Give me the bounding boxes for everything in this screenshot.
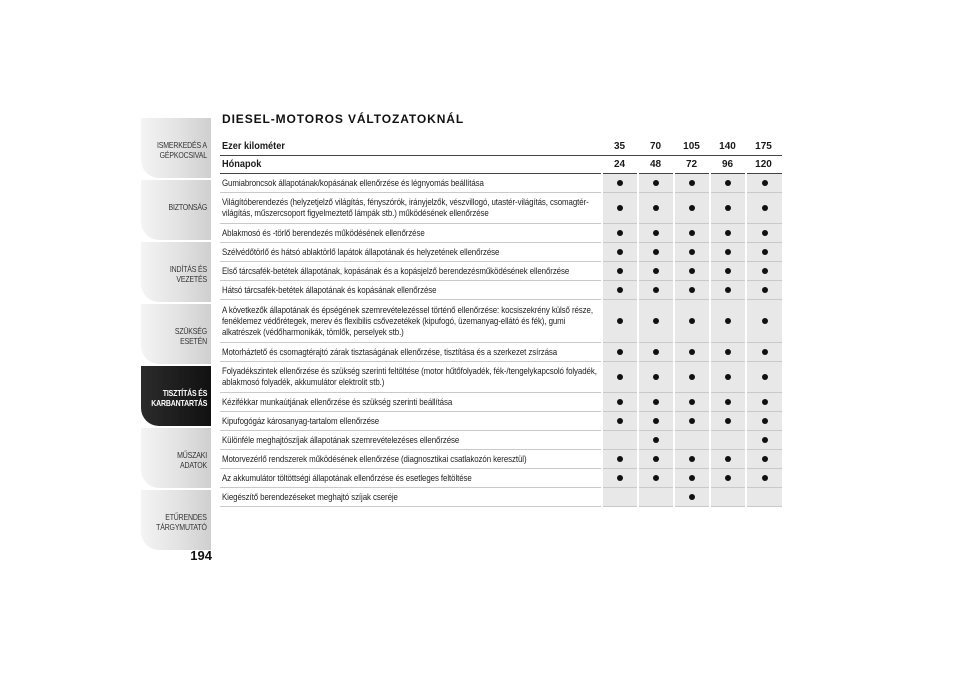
interval-cell (710, 281, 746, 300)
interval-cell (602, 393, 638, 412)
check-dot-icon (725, 268, 731, 274)
interval-cell (602, 174, 638, 193)
months-value: 96 (710, 156, 746, 174)
check-dot-icon (617, 374, 623, 380)
km-value: 105 (674, 138, 710, 156)
check-dot-icon (725, 180, 731, 186)
interval-cell (710, 469, 746, 488)
task-description: A következők állapotának és épségének szemrevételezéssel történő ellenőrzése: kocsiszekrény külső része, fenéklemez védőrétegek, merev és flexibilis csővezetékek (kipufogó, üzemanyag-ellátó és fék), gumi alkatrészek (védőharmonikák, tömlők, perselyek stb.) (220, 300, 602, 343)
interval-cell (746, 262, 782, 281)
km-value: 175 (746, 138, 782, 156)
check-dot-icon (689, 318, 695, 324)
interval-cell (638, 431, 674, 450)
interval-cell (638, 281, 674, 300)
task-description: Különféle meghajtószíjak állapotának szemrevételezéses ellenőrzése (220, 431, 602, 450)
tab-label: TISZTÍTÁS ÉS KARBANTARTÁS (151, 388, 207, 408)
table-row (220, 174, 782, 193)
task-description: Kipufogógáz károsanyag-tartalom ellenőrzése (220, 412, 602, 431)
check-dot-icon (689, 205, 695, 211)
check-dot-icon (653, 230, 659, 236)
interval-cell (602, 300, 638, 343)
interval-cell (746, 431, 782, 450)
check-dot-icon (689, 230, 695, 236)
check-dot-icon (653, 437, 659, 443)
interval-cell (710, 450, 746, 469)
check-dot-icon (725, 249, 731, 255)
check-dot-icon (762, 456, 768, 462)
check-dot-icon (689, 475, 695, 481)
interval-cell (638, 262, 674, 281)
interval-cell (746, 343, 782, 362)
page-number: 194 (190, 548, 212, 563)
check-dot-icon (762, 399, 768, 405)
task-description: Ablakmosó és -törlő berendezés működésének ellenőrzése (220, 224, 602, 243)
interval-cell (638, 488, 674, 507)
check-dot-icon (617, 418, 623, 424)
interval-cell (710, 412, 746, 431)
check-dot-icon (762, 230, 768, 236)
interval-cell (638, 174, 674, 193)
check-dot-icon (725, 475, 731, 481)
tab-muszaki[interactable] (141, 428, 211, 488)
interval-cell (674, 393, 710, 412)
interval-cell (602, 450, 638, 469)
task-description: Kiegészítő berendezéseket meghajtó szíjak cseréje (220, 488, 602, 507)
tab-label: ISMERKEDÉS A GÉPKOCSIVAL (157, 140, 207, 160)
interval-cell (638, 243, 674, 262)
table-row (220, 450, 782, 469)
interval-cell (746, 224, 782, 243)
km-value: 35 (602, 138, 638, 156)
interval-cell (710, 362, 746, 393)
table-row (220, 243, 782, 262)
tab-targymutato[interactable] (141, 490, 211, 550)
check-dot-icon (762, 374, 768, 380)
task-description: Motorháztető és csomagtérajtó zárak tisztaságának ellenőrzése, tisztítása és a szerkezet zsírzása (220, 343, 602, 362)
task-description: Folyadékszintek ellenőrzése és szükség szerinti feltöltése (motor hűtőfolyadék, fék-/tengelykapcsoló folyadék, ablakmosó folyadék, akkumulátor elektrolit stb.) (220, 362, 602, 393)
interval-cell (674, 343, 710, 362)
km-value: 140 (710, 138, 746, 156)
check-dot-icon (653, 475, 659, 481)
check-dot-icon (689, 374, 695, 380)
interval-cell (638, 412, 674, 431)
check-dot-icon (689, 399, 695, 405)
check-dot-icon (689, 494, 695, 500)
interval-cell (746, 450, 782, 469)
table-row (220, 300, 782, 343)
check-dot-icon (762, 249, 768, 255)
interval-cell (710, 431, 746, 450)
check-dot-icon (762, 180, 768, 186)
task-description: Első tárcsafék-betétek állapotának, kopásának és a kopásjelző berendezésműködésének ellenőrzése (220, 262, 602, 281)
interval-cell (602, 243, 638, 262)
check-dot-icon (725, 318, 731, 324)
check-dot-icon (653, 287, 659, 293)
interval-cell (602, 193, 638, 224)
tab-label: ETŰRENDES TÁRGYMUTATÓ (156, 512, 207, 532)
tab-label: SZÜKSÉG ESETÉN (174, 326, 207, 346)
check-dot-icon (617, 456, 623, 462)
interval-cell (638, 224, 674, 243)
check-dot-icon (725, 374, 731, 380)
interval-cell (746, 412, 782, 431)
check-dot-icon (762, 287, 768, 293)
interval-cell (674, 412, 710, 431)
section-title: DIESEL-MOTOROS VÁLTOZATOKNÁL (222, 112, 465, 126)
interval-cell (602, 412, 638, 431)
interval-cell (638, 193, 674, 224)
tab-tisztitas[interactable] (141, 366, 211, 426)
check-dot-icon (617, 268, 623, 274)
table-row (220, 431, 782, 450)
km-header-label: Ezer kilométer (220, 138, 602, 156)
table-row (220, 224, 782, 243)
check-dot-icon (617, 205, 623, 211)
months-value: 48 (638, 156, 674, 174)
check-dot-icon (689, 456, 695, 462)
check-dot-icon (617, 180, 623, 186)
interval-cell (710, 300, 746, 343)
km-header-row (220, 138, 782, 156)
interval-cell (602, 488, 638, 507)
interval-cell (710, 393, 746, 412)
check-dot-icon (653, 249, 659, 255)
interval-cell (602, 431, 638, 450)
check-dot-icon (653, 418, 659, 424)
months-header-label: Hónapok (220, 156, 602, 174)
tab-label: BIZTONSÁG (168, 202, 207, 212)
check-dot-icon (617, 287, 623, 293)
tab-biztonsag[interactable] (141, 180, 211, 240)
interval-cell (602, 224, 638, 243)
interval-cell (710, 243, 746, 262)
table-row (220, 393, 782, 412)
check-dot-icon (762, 205, 768, 211)
tab-ismerkedes[interactable] (141, 118, 211, 178)
interval-cell (638, 362, 674, 393)
table-row (220, 343, 782, 362)
interval-cell (674, 469, 710, 488)
interval-cell (674, 362, 710, 393)
check-dot-icon (725, 230, 731, 236)
check-dot-icon (617, 318, 623, 324)
check-dot-icon (653, 374, 659, 380)
check-dot-icon (689, 349, 695, 355)
interval-cell (746, 300, 782, 343)
interval-cell (638, 450, 674, 469)
interval-cell (746, 393, 782, 412)
interval-cell (674, 224, 710, 243)
check-dot-icon (762, 349, 768, 355)
table-row (220, 412, 782, 431)
check-dot-icon (617, 399, 623, 405)
check-dot-icon (762, 318, 768, 324)
tab-label: MŰSZAKI ADATOK (177, 450, 207, 470)
check-dot-icon (653, 205, 659, 211)
interval-cell (674, 174, 710, 193)
check-dot-icon (725, 456, 731, 462)
check-dot-icon (689, 249, 695, 255)
task-description: Szélvédőtörlő és hátsó ablaktörlő lapátok állapotának és helyzetének ellenőrzése (220, 243, 602, 262)
check-dot-icon (617, 349, 623, 355)
km-value: 70 (638, 138, 674, 156)
check-dot-icon (762, 437, 768, 443)
interval-cell (710, 174, 746, 193)
interval-cell (674, 193, 710, 224)
months-value: 72 (674, 156, 710, 174)
check-dot-icon (725, 287, 731, 293)
check-dot-icon (653, 268, 659, 274)
check-dot-icon (617, 230, 623, 236)
interval-cell (638, 469, 674, 488)
interval-cell (746, 362, 782, 393)
interval-cell (746, 174, 782, 193)
table-row (220, 362, 782, 393)
task-description: Kézifékkar munkaútjának ellenőrzése és szükség szerinti beállítása (220, 393, 602, 412)
months-header-row (220, 156, 782, 174)
interval-cell (638, 300, 674, 343)
interval-cell (674, 300, 710, 343)
tab-szukseg[interactable] (141, 304, 211, 364)
task-description: Motorvezérlő rendszerek működésének ellenőrzése (diagnosztikai csatlakozón keresztül) (220, 450, 602, 469)
check-dot-icon (762, 268, 768, 274)
task-description: Hátsó tárcsafék-betétek állapotának és kopásának ellenőrzése (220, 281, 602, 300)
table-row (220, 488, 782, 507)
table-row (220, 281, 782, 300)
check-dot-icon (689, 287, 695, 293)
interval-cell (746, 488, 782, 507)
check-dot-icon (725, 418, 731, 424)
months-value: 24 (602, 156, 638, 174)
task-description: Világítóberendezés (helyzetjelző világítás, fényszórók, irányjelzők, vészvillogó, utastér-világítás, csomagtér-világítás, műszercsoport figyelmeztető lámpák stb.) működésének ellenőrzése (220, 193, 602, 224)
interval-cell (710, 224, 746, 243)
check-dot-icon (617, 475, 623, 481)
interval-cell (674, 450, 710, 469)
interval-cell (674, 431, 710, 450)
interval-cell (746, 193, 782, 224)
interval-cell (602, 469, 638, 488)
tab-inditas[interactable] (141, 242, 211, 302)
interval-cell (602, 262, 638, 281)
interval-cell (674, 262, 710, 281)
check-dot-icon (762, 475, 768, 481)
interval-cell (638, 393, 674, 412)
task-description: Az akkumulátor töltöttségi állapotának ellenőrzése és esetleges feltöltése (220, 469, 602, 488)
interval-cell (746, 281, 782, 300)
interval-cell (674, 243, 710, 262)
check-dot-icon (725, 349, 731, 355)
check-dot-icon (653, 456, 659, 462)
check-dot-icon (689, 418, 695, 424)
interval-cell (674, 281, 710, 300)
chapter-tabs (141, 118, 211, 552)
interval-cell (746, 469, 782, 488)
interval-cell (710, 343, 746, 362)
check-dot-icon (762, 418, 768, 424)
check-dot-icon (617, 249, 623, 255)
table-row (220, 262, 782, 281)
interval-cell (710, 488, 746, 507)
table-row (220, 469, 782, 488)
interval-cell (602, 343, 638, 362)
check-dot-icon (653, 318, 659, 324)
tab-label: INDÍTÁS ÉS VEZETÉS (169, 264, 207, 284)
check-dot-icon (689, 268, 695, 274)
task-description: Gumiabroncsok állapotának/kopásának ellenőrzése és légnyomás beállítása (220, 174, 602, 193)
table-row (220, 193, 782, 224)
interval-cell (602, 362, 638, 393)
maintenance-schedule-table (220, 138, 782, 507)
months-value: 120 (746, 156, 782, 174)
interval-cell (602, 281, 638, 300)
interval-cell (746, 243, 782, 262)
interval-cell (674, 488, 710, 507)
interval-cell (710, 193, 746, 224)
interval-cell (710, 262, 746, 281)
check-dot-icon (725, 205, 731, 211)
check-dot-icon (653, 399, 659, 405)
check-dot-icon (653, 349, 659, 355)
check-dot-icon (653, 180, 659, 186)
check-dot-icon (689, 180, 695, 186)
interval-cell (638, 343, 674, 362)
check-dot-icon (725, 399, 731, 405)
